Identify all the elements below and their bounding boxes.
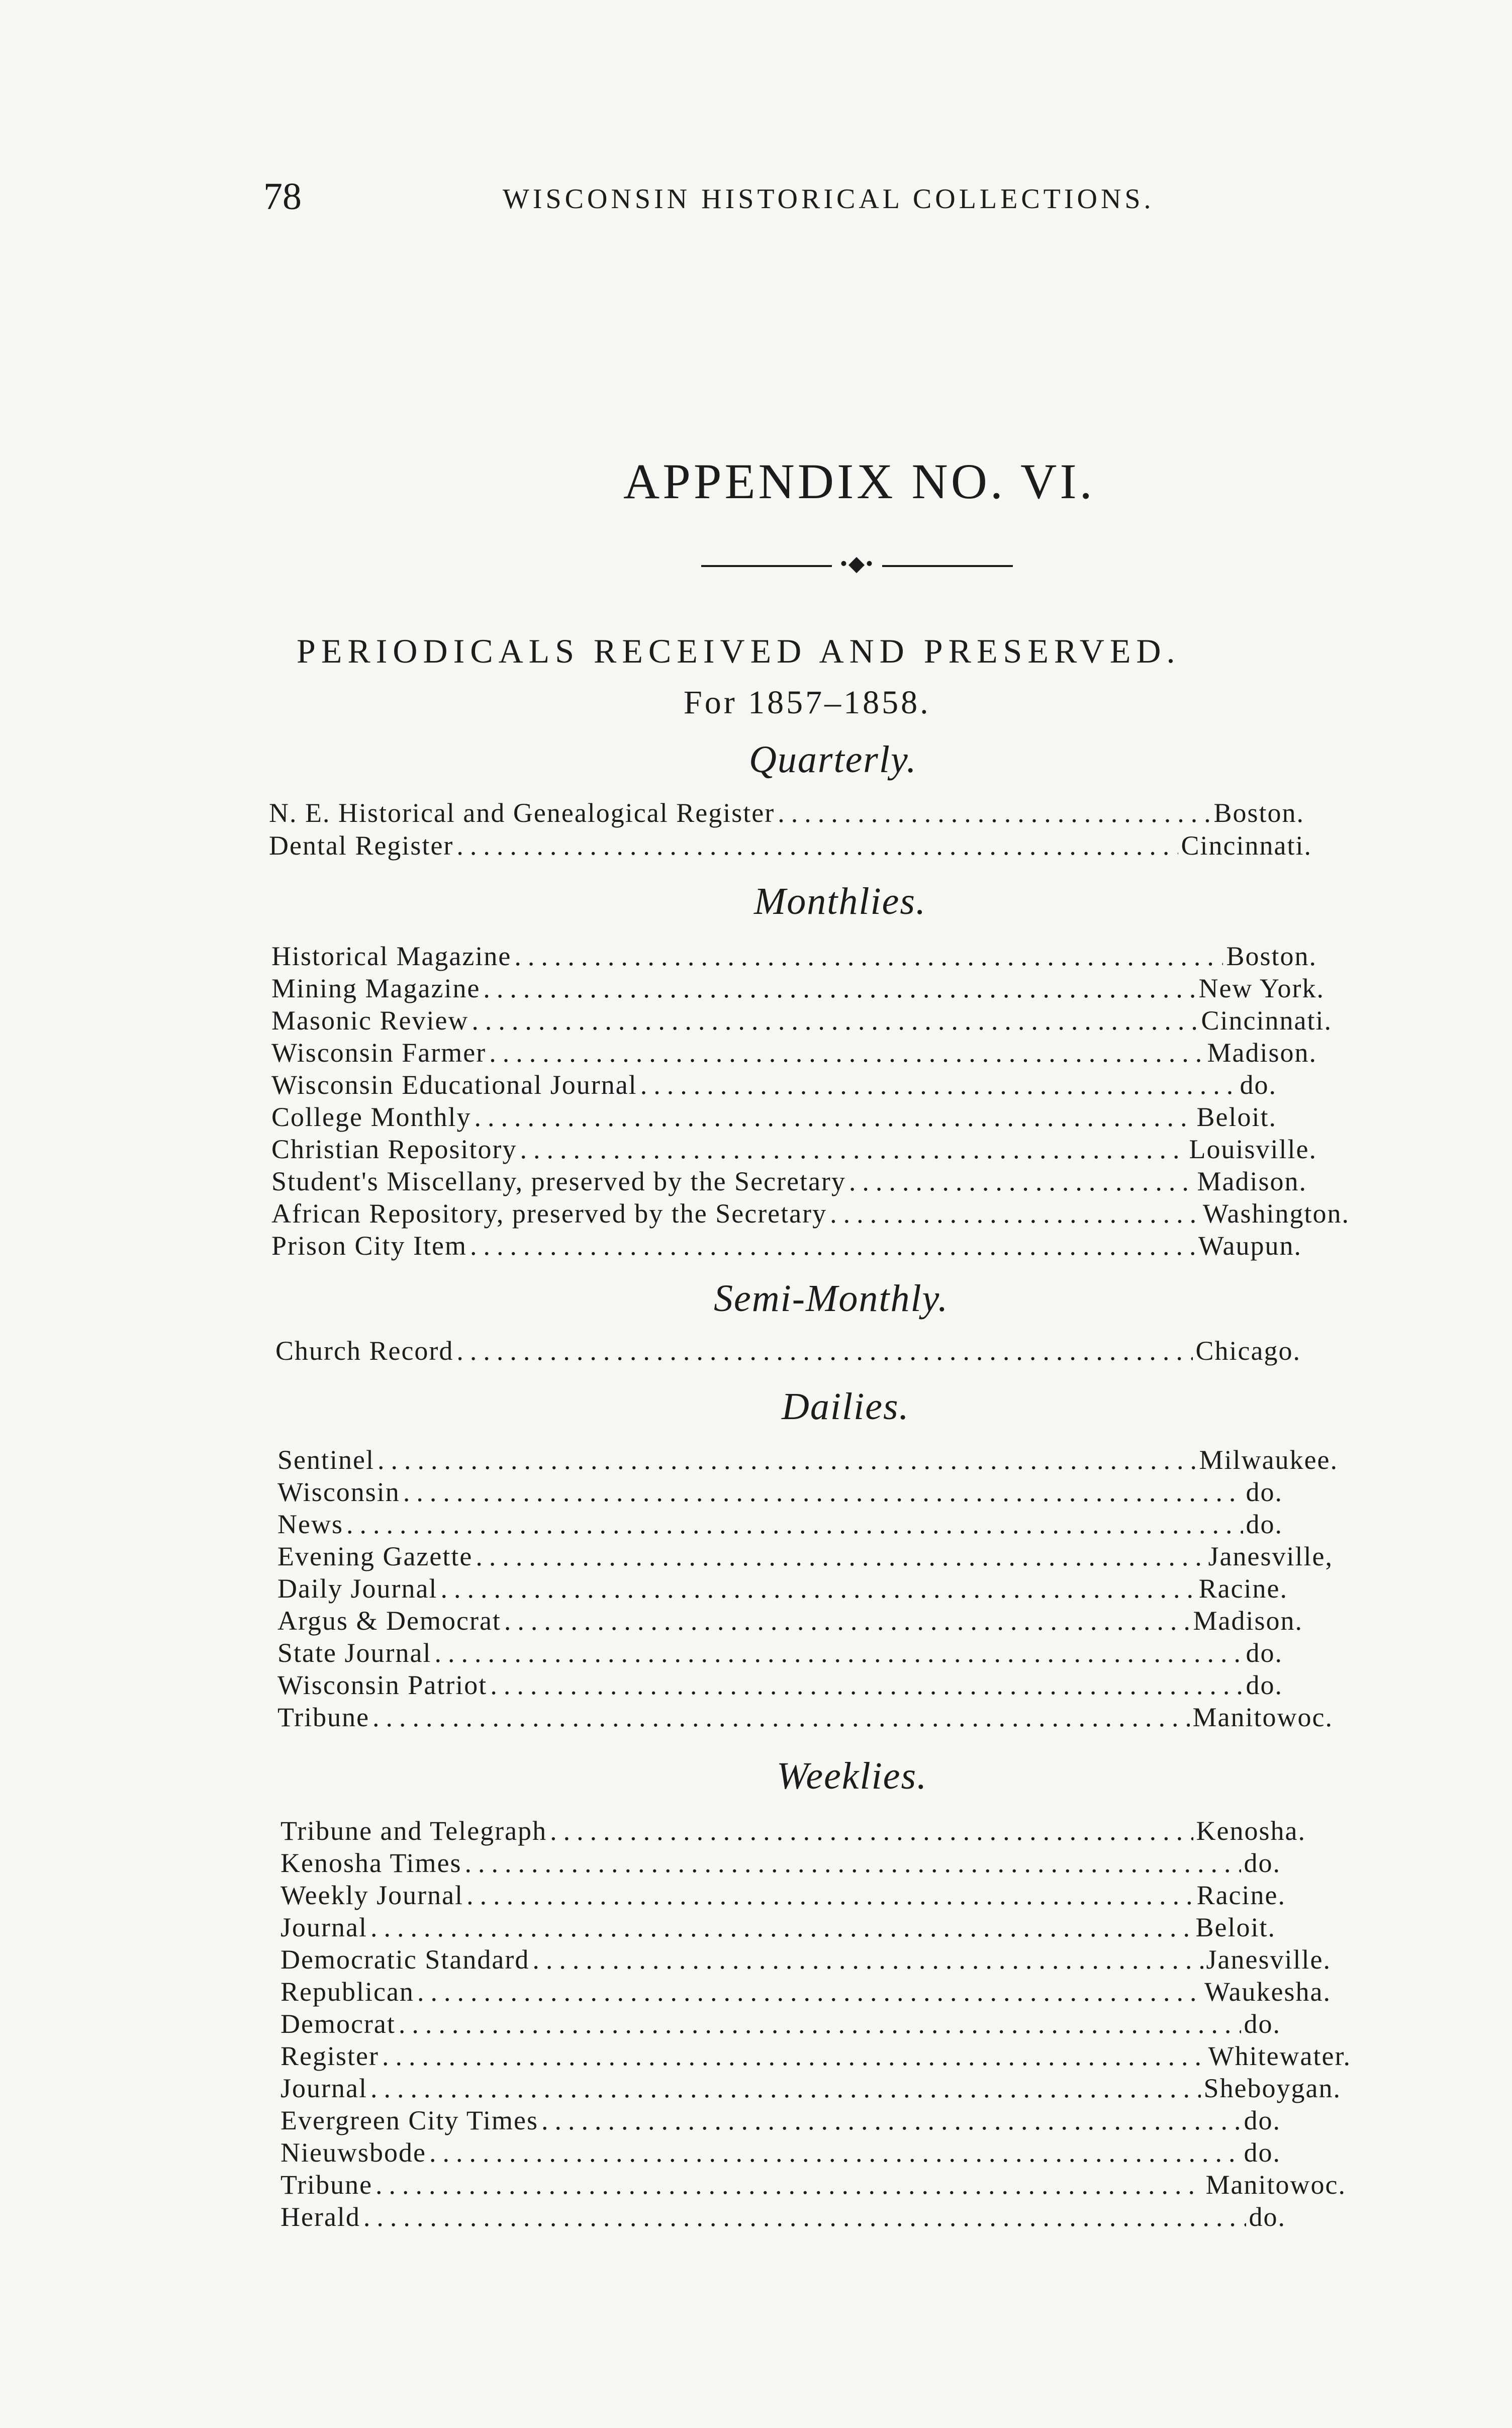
periodical-title: Kenosha Times xyxy=(280,1848,462,1878)
periodical-entry xyxy=(269,829,1312,862)
periodical-title: News xyxy=(277,1509,343,1539)
periodical-title: Register xyxy=(280,2041,379,2071)
periodical-place: Milwaukee. xyxy=(1199,1445,1338,1475)
periodical-entry xyxy=(271,1004,1332,1037)
periodical-entry xyxy=(280,1815,1306,1847)
periodical-title: Christian Repository xyxy=(271,1134,517,1164)
divider-ornament: •◆• xyxy=(840,552,874,576)
periodical-place: do. xyxy=(1249,2202,1286,2232)
periodical-place: Janesville, xyxy=(1208,1541,1333,1571)
periodical-entry xyxy=(280,1911,1276,1943)
periodical-place: do. xyxy=(1246,1670,1283,1700)
periodical-entry xyxy=(277,1572,1288,1605)
periodical-entry xyxy=(280,2201,1286,2233)
periodical-place: Louisville. xyxy=(1189,1134,1317,1164)
periodical-place: Racine. xyxy=(1196,1880,1286,1910)
period-years: For 1857–1858. xyxy=(684,684,931,721)
periodical-place: Whitewater. xyxy=(1208,2041,1351,2071)
periodical-place: do. xyxy=(1240,1070,1277,1100)
periodical-title: Republican xyxy=(280,1977,414,2007)
periodical-title: Evergreen City Times xyxy=(280,2105,539,2135)
periodical-entry xyxy=(269,797,1304,829)
periodical-entry xyxy=(277,1540,1333,1572)
periodical-entry xyxy=(280,1879,1286,1911)
group-heading-weeklies: Weeklies. xyxy=(777,1755,928,1797)
periodical-title: Church Record xyxy=(275,1336,454,1366)
periodical-title: Masonic Review xyxy=(271,1005,469,1036)
periodical-title: Evening Gazette xyxy=(277,1541,473,1571)
periodical-entry xyxy=(271,1133,1317,1165)
periodical-place: Chicago. xyxy=(1195,1336,1301,1366)
periodical-place: Waukesha. xyxy=(1204,1977,1331,2007)
periodical-title: Wisconsin Patriot xyxy=(277,1670,488,1700)
periodical-entry xyxy=(277,1669,1283,1701)
periodical-entry xyxy=(271,1197,1350,1230)
group-heading-quarterly: Quarterly. xyxy=(749,738,917,781)
periodical-title: Journal xyxy=(280,1912,367,1942)
periodical-title: College Monthly xyxy=(271,1102,471,1132)
periodical-place: Janesville. xyxy=(1206,1944,1331,1975)
periodical-place: Madison. xyxy=(1207,1038,1317,1068)
group-heading-semi-monthly: Semi-Monthly. xyxy=(714,1277,949,1320)
periodical-entry xyxy=(277,1508,1283,1540)
periodical-place: do. xyxy=(1246,1477,1283,1507)
periodical-title: Mining Magazine xyxy=(271,973,481,1003)
periodical-place: Beloit. xyxy=(1196,1102,1277,1132)
periodical-entry xyxy=(280,2072,1341,2104)
periodical-place: Waupun. xyxy=(1198,1231,1302,1261)
periodical-entry xyxy=(280,2104,1281,2136)
periodical-title: N. E. Historical and Genealogical Register xyxy=(269,798,775,828)
periodical-title: Journal xyxy=(280,2073,367,2103)
running-head xyxy=(0,175,1512,220)
periodical-place: Washington. xyxy=(1202,1198,1350,1229)
periodical-place: Madison. xyxy=(1197,1166,1307,1196)
divider-rule-right xyxy=(882,565,1013,567)
periodical-title: Dental Register xyxy=(269,830,454,861)
periodical-place: Beloit. xyxy=(1195,1912,1276,1942)
periodical-title: African Repository, preserved by the Secretary xyxy=(271,1198,827,1229)
periodical-entry xyxy=(277,1701,1333,1733)
periodical-entry xyxy=(277,1444,1338,1476)
periodical-place: Cincinnati. xyxy=(1181,830,1312,861)
periodical-place: Sheboygan. xyxy=(1203,2073,1341,2103)
periodical-entry xyxy=(271,1165,1307,1197)
periodical-place: Boston. xyxy=(1226,941,1317,971)
periodical-title: Wisconsin Educational Journal xyxy=(271,1070,637,1100)
periodical-place: Madison. xyxy=(1193,1606,1303,1636)
periodical-title: Argus & Democrat xyxy=(277,1606,501,1636)
periodical-title: Weekly Journal xyxy=(280,1880,464,1910)
periodical-entry xyxy=(280,2040,1351,2072)
divider-rule-left xyxy=(701,565,832,567)
group-heading-dailies: Dailies. xyxy=(782,1385,910,1428)
page-number: 78 xyxy=(263,175,302,218)
periodical-entry xyxy=(280,2008,1281,2040)
periodical-place: do. xyxy=(1244,2009,1281,2039)
periodical-place: Manitowoc. xyxy=(1205,2170,1346,2200)
periodical-entry xyxy=(277,1637,1283,1669)
periodical-title: Tribune xyxy=(277,1702,370,1732)
periodical-entry xyxy=(280,1943,1331,1976)
periodical-title: Student's Miscellany, preserved by the Secretary xyxy=(271,1166,846,1196)
periodical-title: Tribune xyxy=(280,2170,373,2200)
periodical-title: Herald xyxy=(280,2202,360,2232)
periodical-place: do. xyxy=(1244,1848,1281,1878)
periodical-entry xyxy=(277,1605,1303,1637)
running-title: WISCONSIN HISTORICAL COLLECTIONS. xyxy=(503,183,1155,215)
periodical-title: Sentinel xyxy=(277,1445,374,1475)
periodical-title: Nieuwsbode xyxy=(280,2137,426,2168)
appendix-title: APPENDIX NO. VI. xyxy=(623,453,1095,509)
periodical-entry xyxy=(277,1476,1283,1508)
periodical-entry xyxy=(271,1230,1302,1262)
periodical-place: Boston. xyxy=(1213,798,1304,828)
group-heading-monthlies: Monthlies. xyxy=(754,880,926,922)
periodical-place: New York. xyxy=(1198,973,1325,1003)
periodical-title: Democratic Standard xyxy=(280,1944,530,1975)
periodical-place: Manitowoc. xyxy=(1192,1702,1333,1732)
periodical-title: Wisconsin Farmer xyxy=(271,1038,487,1068)
periodical-entry xyxy=(280,2136,1281,2169)
periodical-place: Cincinnati. xyxy=(1201,1005,1332,1036)
periodical-title: Daily Journal xyxy=(277,1573,438,1604)
periodical-place: Racine. xyxy=(1198,1573,1288,1604)
periodical-entry xyxy=(271,972,1325,1004)
periodical-entry xyxy=(271,940,1317,972)
periodical-title: Tribune and Telegraph xyxy=(280,1816,547,1846)
periodical-entry xyxy=(280,1847,1281,1879)
periodical-entry xyxy=(275,1335,1301,1367)
periodical-entry xyxy=(271,1101,1277,1133)
periodical-place: do. xyxy=(1246,1509,1283,1539)
periodical-title: Prison City Item xyxy=(271,1231,467,1261)
periodical-title: Democrat xyxy=(280,2009,396,2039)
periodical-place: do. xyxy=(1244,2137,1281,2168)
periodical-entry xyxy=(280,2169,1346,2201)
periodical-entry xyxy=(271,1069,1277,1101)
ornamental-divider xyxy=(701,552,1013,576)
periodical-entry xyxy=(271,1037,1317,1069)
periodical-title: Wisconsin xyxy=(277,1477,400,1507)
periodical-title: Historical Magazine xyxy=(271,941,512,971)
periodical-title: State Journal xyxy=(277,1638,432,1668)
periodical-place: do. xyxy=(1246,1638,1283,1668)
periodical-place: Kenosha. xyxy=(1196,1816,1306,1846)
section-title: PERIODICALS RECEIVED AND PRESERVED. xyxy=(297,632,1181,670)
periodical-entry xyxy=(280,1976,1331,2008)
periodical-place: do. xyxy=(1244,2105,1281,2135)
